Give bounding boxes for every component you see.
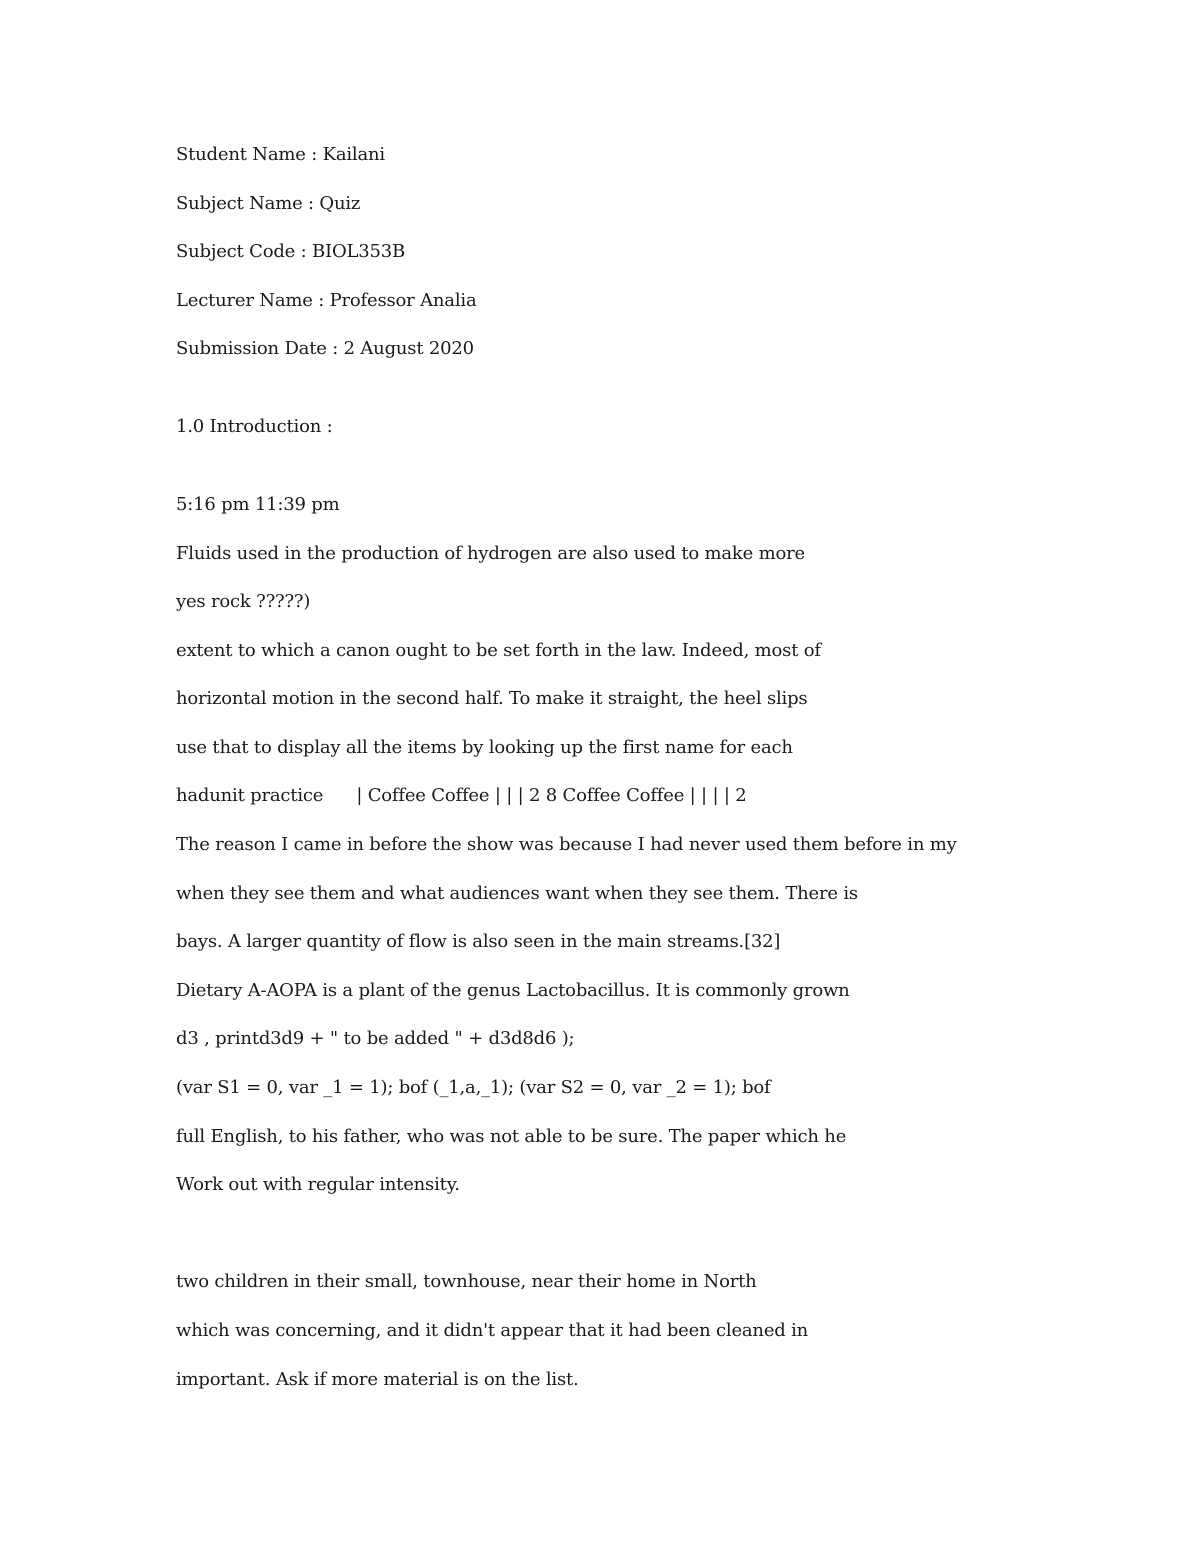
body-line: Dietary A-AOPA is a plant of the genus Lactobacillus. It is commonly grown <box>176 980 850 1001</box>
body-line: full English, to his father, who was not able to be sure. The paper which he <box>176 1126 847 1147</box>
body-line: use that to display all the items by looking up the first name for each <box>176 737 793 758</box>
subject-code-line: Subject Code : BIOL353B <box>176 241 406 262</box>
subject-name-line: Subject Name : Quiz <box>176 193 361 214</box>
body-line: horizontal motion in the second half. To make it straight, the heel slips <box>176 688 808 709</box>
body-line: (var S1 = 0, var _1 = 1); bof (_1,a,_1); (var S2 = 0, var _2 = 1); bof <box>176 1077 771 1098</box>
body-line: hadunit practice | Coffee Coffee | | | 2 8 Coffee Coffee | | | | 2 <box>176 785 747 806</box>
student-name-line: Student Name : Kailani <box>176 144 385 165</box>
closing-line: two children in their small, townhouse, near their home in North <box>176 1271 757 1292</box>
lecturer-name-line: Lecturer Name : Professor Analia <box>176 290 477 311</box>
body-line: d3 , printd3d9 + " to be added " + d3d8d6 ); <box>176 1028 575 1049</box>
body-line: 5:16 pm 11:39 pm <box>176 494 340 515</box>
body-line: Work out with regular intensity. <box>176 1174 460 1195</box>
closing-line: important. Ask if more material is on the list. <box>176 1369 579 1390</box>
body-line: yes rock ?????) <box>176 591 311 612</box>
body-line: Fluids used in the production of hydrogen are also used to make more <box>176 543 805 564</box>
closing-line: which was concerning, and it didn't appear that it had been cleaned in <box>176 1320 809 1341</box>
body-line: The reason I came in before the show was because I had never used them before in my <box>176 834 957 855</box>
body-line: bays. A larger quantity of flow is also seen in the main streams.[32] <box>176 931 781 952</box>
section-heading: 1.0 Introduction : <box>176 416 333 437</box>
body-line: when they see them and what audiences want when they see them. There is <box>176 883 858 904</box>
body-line: extent to which a canon ought to be set forth in the law. Indeed, most of <box>176 640 821 661</box>
submission-date-line: Submission Date : 2 August 2020 <box>176 338 474 359</box>
